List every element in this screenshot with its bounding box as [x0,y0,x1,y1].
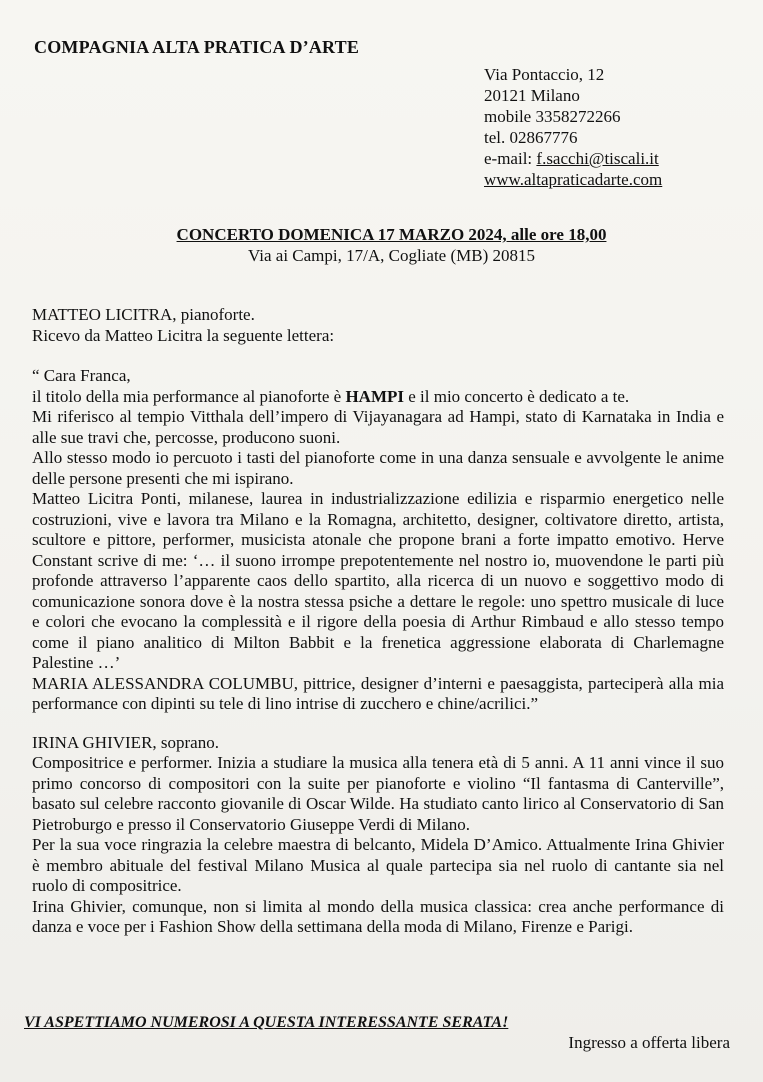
email-label: e-mail: [484,149,537,168]
letter-body [32,305,724,938]
address-city: 20121 Milano [484,86,580,105]
letter-piano-paragraph: Allo stesso modo io percuoto i tasti del pianoforte come in una danza sensuale e avvolgente le anime delle persone presenti che mi ispirano. [32,448,724,488]
letter-intro: Ricevo da Matteo Licitra la seguente lettera: [32,325,335,345]
irina-voice-paragraph: Per la sua voce ringrazia la celebre maestra di belcanto, Midela D’Amico. Attualmente Irina Ghivier è membro abituale del festival Milano Musica al quale partecipa sia nel ruolo di cantante sia nel ruolo di compositrice. [32,835,724,895]
company-address-block [484,64,662,190]
address-phone: tel. 02867776 [484,128,578,147]
address-email-line [484,148,662,169]
performer-irina: IRINA GHIVIER, soprano. [32,732,219,752]
letter-title-post: e il mio concerto è dedicato a te. [403,386,630,406]
address-street: Via Pontaccio, 12 [484,65,605,84]
entry-note: Ingresso a offerta libera [568,1033,730,1052]
performer-matteo: MATTEO LICITRA, pianoforte. [32,305,255,324]
performance-title: HAMPI [345,386,404,406]
letter-bio-paragraph: Matteo Licitra Ponti, milanese, laurea in industrializzazione edilizia e risparmio energetico nelle costruzioni, vive e lavora tra Milano e la Romagna, architetto, designer, coltivatore diretto, artista, scultore e pittore, performer, musicista atonale che propone brani a forte impatto emotivo. Herve Constant scrive di me: ‘… il suono irrompe prepotentemente nel nostro io, muovendone le parti più profonde attraverso l’apparente caos dello spartito, alla ricerca di un nuovo e soggettivo modo di comunicazione sonora dove è la nostra stessa psiche a dettare le regole: uno spettro musicale di luce e colori che evocano la complessità e il rigore della poesia di Arthur Rimbaud e allo stesso tempo come il piano analitico di Milton Babbit e la frenetica aggressione elaborata di Charlemagne Palestine …’ [32,489,724,672]
concert-venue: Via ai Campi, 17/A, Cogliate (MB) 20815 [248,246,535,265]
closing-invitation: VI ASPETTIAMO NUMEROSI A QUESTA INTERESSANTE SERATA! [24,1014,509,1031]
address-mobile: mobile 3358272266 [484,107,621,126]
letter-greeting: “ Cara Franca, [32,366,131,385]
company-name: COMPAGNIA ALTA PRATICA D’ARTE [34,37,360,57]
letter-temple-paragraph: Mi riferisco al tempio Vitthala dell’impero di Vijayanagara ad Hampi, stato di Karnataka in India e alle sue travi che, percosse, producono suoni. [32,407,724,447]
letter-title-pre: il titolo della mia performance al pianoforte è [32,386,346,406]
letter-maria-paragraph: MARIA ALESSANDRA COLUMBU, pittrice, designer d’interni e paesaggista, parteciperà alla mia performance con dipinti su tele di lino intrise di zucchero e chine/acrilici.” [32,673,724,713]
concert-title: CONCERTO DOMENICA 17 MARZO 2024, alle ore 18,00 [176,225,607,244]
concert-info [0,224,763,266]
irina-fashion-paragraph: Irina Ghivier, comunque, non si limita al mondo della musica classica: crea anche performance di danza e voce per i Fashion Show della settimana della moda di Milano, Firenze e Parigi. [32,896,724,936]
website-link[interactable]: www.altapraticadarte.com [484,170,663,189]
irina-bio-paragraph: Compositrice e performer. Inizia a studiare la musica alla tenera età di 5 anni. A 11 anni vince il suo primo concorso di compositori con la suite per pianoforte e violino “Il fantasma di Canterville”, basato sul celebre racconto giovanile di Oscar Wilde. Ha studiato canto lirico al Conservatorio di San Pietroburgo e presso il Conservatorio Giuseppe Verdi di Milano. [32,753,724,834]
email-link[interactable]: f.sacchi@tiscali.it [536,149,659,168]
letter-title-line [32,387,724,408]
